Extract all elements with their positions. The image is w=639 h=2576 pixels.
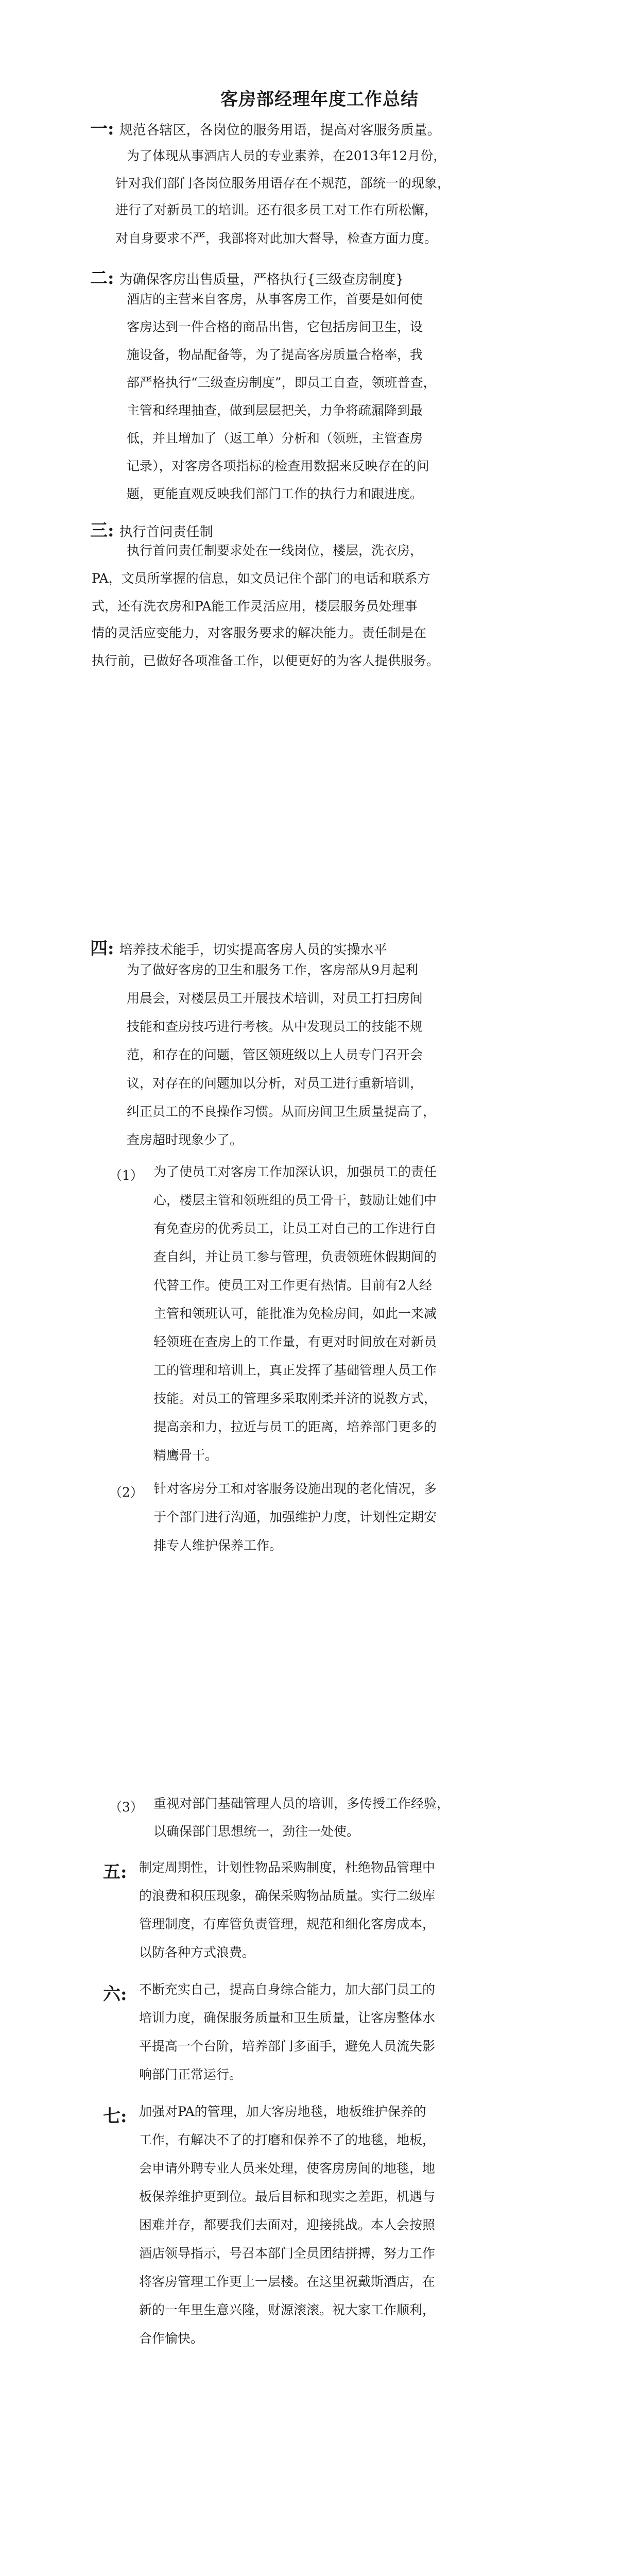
section-4-heading — [90, 934, 387, 959]
section-1-line-2: 针对我们部门各岗位服务用语存在不规范，部统一的现象， — [115, 176, 451, 191]
section-2-line-6: 低，并且增加了（返工单）分析和（领班，主管查房 — [127, 431, 423, 446]
section-4-line-4: 范，和存在的问题，管区领班级以上人员专门召开会 — [127, 1047, 423, 1062]
section-number: 四: — [90, 938, 114, 959]
section-4-line-1: 为了做好客房的卫生和服务工作，客房部从9月起利 — [127, 962, 418, 977]
section-4-line-7: 查房超时现象少了。 — [127, 1132, 243, 1147]
item-2-number: （2） — [109, 1485, 143, 1500]
section-2-line-8: 题，更能直观反映我们部门工作的执行力和跟进度。 — [127, 486, 423, 501]
section-2-line-5: 主管和经理抽查，做到层层把关，力争将疏漏降到最 — [127, 403, 423, 418]
section-6-line-3: 平提高一个台阶，培养部门多面手，避免人员流失影 — [139, 2039, 436, 2054]
section-7-line-5: 困难并存，都要我们去面对，迎接挑战。本人会按照 — [139, 2217, 436, 2232]
item-1-line-7: 轻领班在查房上的工作量，有更对时间放在对新员 — [153, 1334, 437, 1349]
item-1-line-11: 精鹰骨干。 — [153, 1448, 218, 1463]
section-number: 六: — [103, 1984, 127, 2005]
section-7-line-9: 合作愉快。 — [139, 2331, 204, 2346]
section-7-line-6: 酒店领导指示，号召本部门全员团结拼搏，努力工作 — [139, 2246, 436, 2261]
section-heading-text: 执行首问责任制 — [119, 524, 213, 540]
section-number: 七: — [103, 2106, 127, 2127]
item-1-line-9: 技能。对员工的管理多采取刚柔并济的说教方式， — [153, 1391, 437, 1406]
section-1-heading — [90, 114, 441, 140]
section-2-line-2: 客房达到一件合格的商品出售，它包括房间卫生，设 — [127, 319, 423, 334]
item-1-line-6: 主管和领班认可，能批准为免检房间，如此一来减 — [153, 1306, 437, 1321]
section-heading-text: 规范各辖区，各岗位的服务用语，提高对客服务质量。 — [119, 123, 441, 138]
item-3-line-2: 以确保部门思想统一，劲往一处使。 — [153, 1824, 360, 1839]
section-number: 五: — [103, 1862, 127, 1883]
item-2-line-1: 针对客房分工和对客服务设施出现的老化情况，多 — [153, 1481, 437, 1496]
section-number: 一: — [90, 118, 114, 139]
item-1-line-5: 代替工作。使员工对工作更有热情。目前有2人经 — [153, 1278, 432, 1293]
section-6-number — [103, 1980, 132, 2005]
item-1-line-10: 提高亲和力，拉近与员工的距离，培养部门更多的 — [153, 1419, 437, 1434]
section-7-number — [103, 2102, 132, 2127]
section-6-line-2: 培训力度，确保服务质量和卫生质量，让客房整体水 — [139, 2010, 436, 2025]
section-3-line-5: 执行前，已做好各项准备工作，以便更好的为客人提供服务。 — [92, 653, 440, 668]
section-1-line-4: 对自身要求不严，我部将对此加大督导，检查方面力度。 — [115, 231, 438, 246]
section-5-line-2: 的浪费和积压现象，确保采购物品质量。实行二级库 — [139, 1888, 436, 1903]
section-2-line-1: 酒店的主营来自客房，从事客房工作，首要是如何使 — [127, 292, 423, 307]
section-5-line-3: 管理制度，有库管负责管理，规范和细化客房成本， — [139, 1917, 436, 1931]
section-7-line-2: 工作，有解决不了的打磨和保养不了的地毯，地板， — [139, 2132, 436, 2147]
item-1-line-2: 心，楼层主管和领班组的员工骨干，鼓励让她们中 — [153, 1193, 437, 1208]
section-4-line-5: 议，对存在的问题加以分析，对员工进行重新培训， — [127, 1076, 423, 1091]
section-2-line-7: 记录），对客房各项指标的检查用数据来反映存在的问 — [127, 459, 429, 473]
section-5-line-1: 制定周期性，计划性物品采购制度，杜绝物品管理中 — [139, 1860, 436, 1875]
section-3-line-3: 式，还有洗衣房和PA能工作灵活应用，楼层服务员处理事 — [92, 599, 418, 614]
section-4-line-6: 纠正员工的不良操作习惯。从而房间卫生质量提高了， — [127, 1104, 436, 1119]
item-1-line-4: 查自纠，并让员工参与管理，负责领班休假期间的 — [153, 1249, 437, 1264]
item-1-line-8: 工的管理和培训上，真正发挥了基础管理人员工作 — [153, 1363, 437, 1378]
item-1-line-1: 为了使员工对客房工作加深认识，加强员工的责任 — [153, 1164, 437, 1179]
section-5-line-4: 以防各种方式浪费。 — [139, 1945, 255, 1960]
section-7-line-3: 会申请外聘专业人员来处理，使客房房间的地毯，地 — [139, 2161, 436, 2176]
section-6-line-1: 不断充实自己，提高自身综合能力，加大部门员工的 — [139, 1982, 436, 1997]
section-heading-text: 为确保客房出售质量，严格执行{三级查房制度} — [119, 272, 404, 287]
section-3-line-2: PA，文员所掌握的信息，如文员记住个部门的电话和联系方 — [92, 571, 430, 586]
document-title: 客房部经理年度工作总结 — [220, 89, 419, 110]
section-4-line-2: 用晨会，对楼层员工开展技术培训，对员工打扫房间 — [127, 991, 423, 1006]
item-1-line-3: 有免查房的优秀员工，让员工对自己的工作进行自 — [153, 1221, 437, 1236]
section-2-heading — [90, 264, 404, 289]
item-1-number: （1） — [109, 1168, 143, 1183]
section-7-line-1: 加强对PA的管理，加大客房地毯，地板维护保养的 — [139, 2104, 426, 2119]
section-2-line-4: 部严格执行“三级查房制度”，即员工自查，领班普查， — [127, 375, 436, 390]
section-7-line-4: 板保养维护更到位。最后目标和现实之差距，机遇与 — [139, 2189, 436, 2204]
section-3-line-4: 情的灵活应变能力，对客服务要求的解决能力。责任制是在 — [92, 625, 427, 640]
item-2-line-3: 排专人维护保养工作。 — [153, 1538, 283, 1553]
section-heading-text: 培养技术能手，切实提高客房人员的实操水平 — [119, 942, 387, 958]
section-number: 三: — [90, 520, 114, 541]
section-1-line-3: 进行了对新员工的培训。还有很多员工对工作有所松懈， — [115, 202, 438, 217]
section-3-line-1: 执行首问责任制要求处在一线岗位，楼层，洗衣房， — [127, 543, 423, 558]
section-2-line-3: 施设备，物品配备等，为了提高客房质量合格率，我 — [127, 347, 423, 362]
section-1-line-1: 为了体现从事酒店人员的专业素养，在2013年12月份， — [127, 148, 446, 163]
section-5-number — [103, 1858, 132, 1883]
item-3-number: （3） — [109, 1800, 143, 1815]
section-7-line-7: 将客房管理工作更上一层楼。在这里祝戴斯酒店，在 — [139, 2274, 436, 2289]
section-6-line-4: 响部门正常运行。 — [139, 2067, 243, 2082]
section-4-line-3: 技能和查房技巧进行考核。从中发现员工的技能不规 — [127, 1019, 423, 1034]
section-3-heading — [90, 516, 213, 541]
item-2-line-2: 于个部门进行沟通，加强维护力度，计划性定期安 — [153, 1510, 437, 1524]
section-7-line-8: 新的一年里生意兴隆，财源滚滚。祝大家工作顺利， — [139, 2302, 436, 2317]
section-number: 二: — [90, 268, 114, 289]
item-3-line-1: 重视对部门基础管理人员的培训，多传授工作经验， — [153, 1796, 450, 1811]
